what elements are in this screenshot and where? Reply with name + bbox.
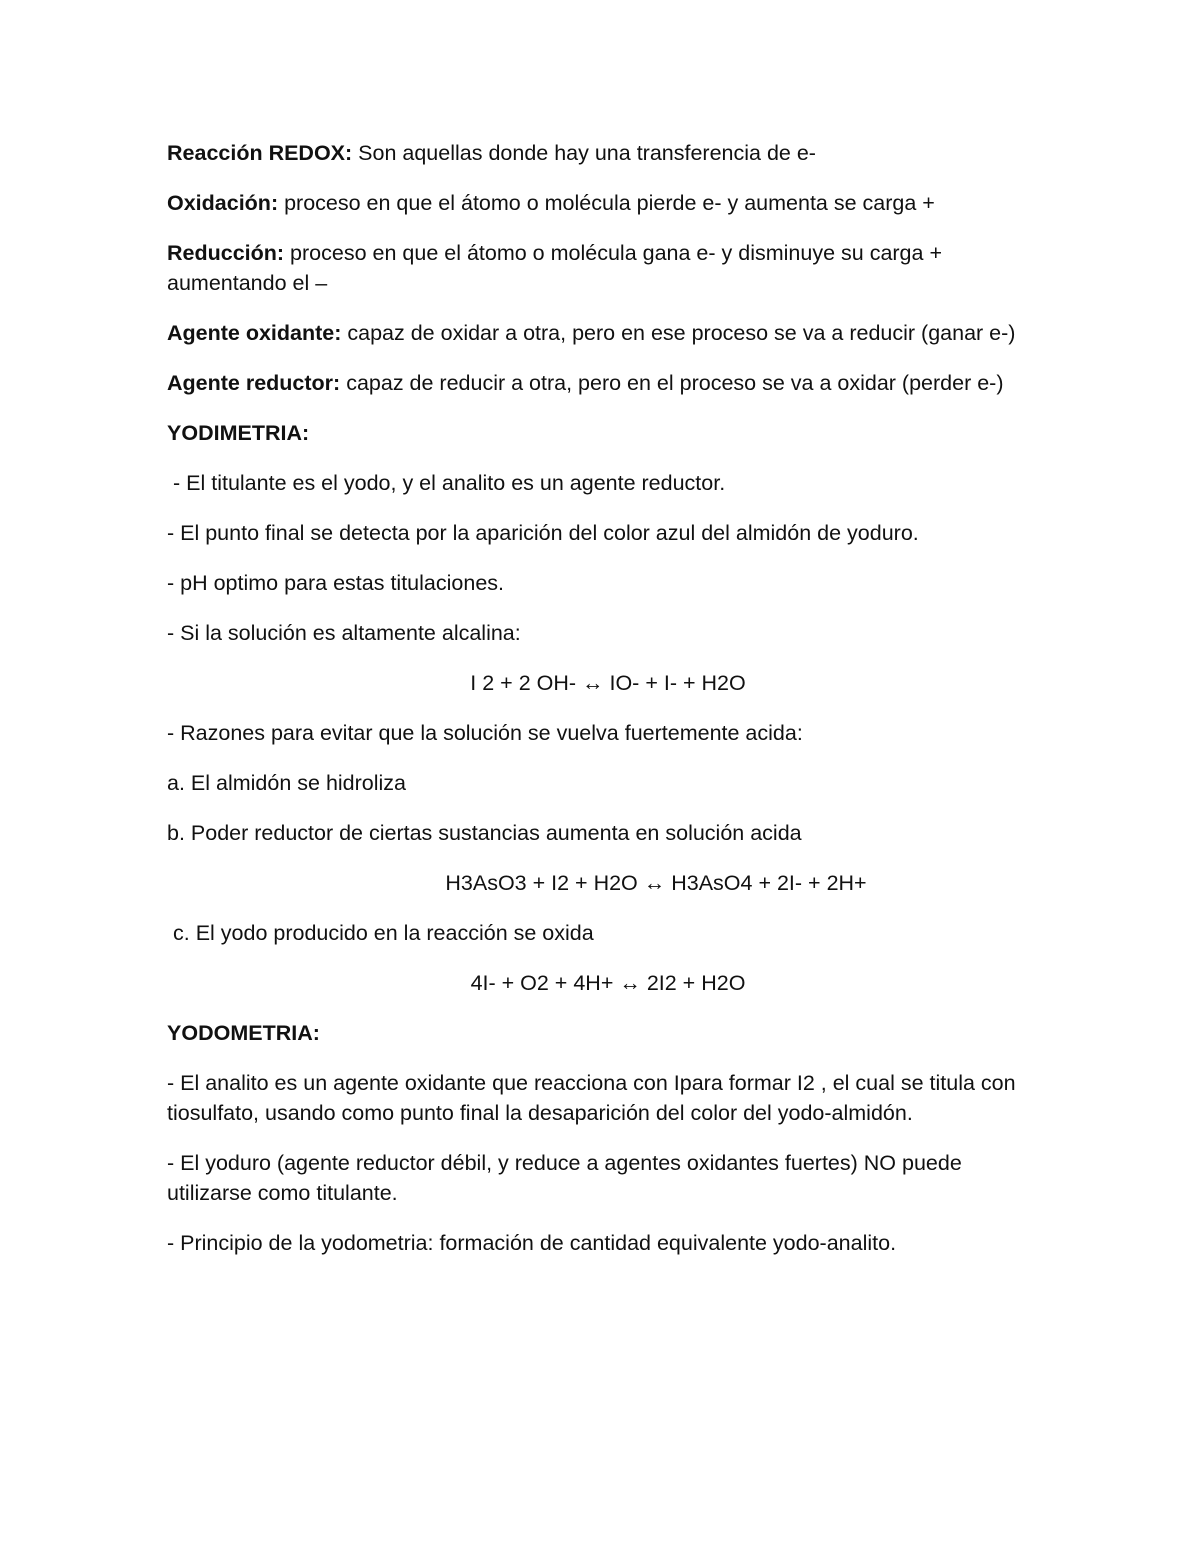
term-oxidacion: Oxidación:: [167, 191, 279, 215]
reason-c: c. El yodo producido en la reacción se oxida: [173, 921, 594, 945]
reasons-intro: - Razones para evitar que la solución se vuelva fuertemente acida:: [167, 721, 803, 745]
term-agente-oxidante: Agente oxidante:: [167, 321, 342, 345]
definition-agente-oxidante: [167, 318, 1037, 348]
yodometria-item-1: - El analito es un agente oxidante que reacciona con Ipara formar I2 , el cual se titula con tiosulfato, usando como punto final la desaparición del color del yodo-almidón.: [167, 1071, 1016, 1125]
text-agente-reductor: capaz de reducir a otra, pero en el proceso se va a oxidar (perder e-): [340, 371, 1004, 395]
text-oxidacion: proceso en que el átomo o molécula pierde e- y aumenta se carga +: [278, 191, 935, 215]
yodimetria-item-1: - El titulante es el yodo, y el analito es un agente reductor.: [173, 471, 726, 495]
term-redox: Reacción REDOX:: [167, 141, 353, 165]
yodometria-item-3: - Principio de la yodometria: formación de cantidad equivalente yodo-analito.: [167, 1231, 897, 1255]
definition-reduccion: [167, 238, 1037, 298]
term-agente-reductor: Agente reductor:: [167, 371, 341, 395]
definition-oxidacion: [167, 188, 1037, 218]
yodimetria-item-2: - El punto final se detecta por la aparición del color azul del almidón de yoduro.: [167, 521, 919, 545]
heading-yodometria: YODOMETRIA:: [167, 1021, 320, 1045]
yodometria-item-2: - El yoduro (agente reductor débil, y reduce a agentes oxidantes fuertes) NO puede utilizarse como titulante.: [167, 1151, 962, 1205]
yodimetria-item-3: - pH optimo para estas titulaciones.: [167, 571, 504, 595]
term-reduccion: Reducción:: [167, 241, 285, 265]
definition-redox: [167, 138, 1037, 168]
equation-arsenious: H3AsO3 + I2 + H2O ↔ H3AsO4 + 2I- + 2H+: [445, 871, 867, 895]
text-reduccion: proceso en que el átomo o molécula gana e- y disminuye su carga + aumentando el –: [167, 241, 943, 295]
reason-a: a. El almidón se hidroliza: [167, 771, 407, 795]
yodimetria-item-4: - Si la solución es altamente alcalina:: [167, 621, 521, 645]
text-agente-oxidante: capaz de oxidar a otra, pero en ese proceso se va a reducir (ganar e-): [341, 321, 1016, 345]
equation-iodide-oxidation: 4I- + O2 + 4H+ ↔ 2I2 + H2O: [470, 971, 746, 995]
equation-alkaline: I 2 + 2 OH- ↔ IO- + I- + H2O: [470, 671, 746, 695]
definition-agente-reductor: [167, 368, 1037, 398]
document-content: [167, 138, 1037, 1278]
reason-b: b. Poder reductor de ciertas sustancias aumenta en solución acida: [167, 821, 802, 845]
text-redox: Son aquellas donde hay una transferencia de e-: [352, 141, 816, 165]
heading-yodimetria: YODIMETRIA:: [167, 421, 310, 445]
